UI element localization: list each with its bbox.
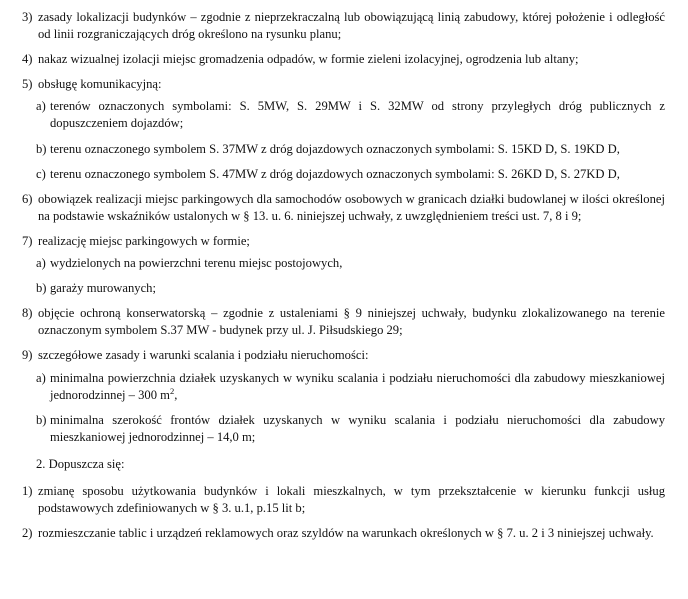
list-marker-3: 3) <box>22 10 33 24</box>
list-marker-9a: a) <box>36 370 46 385</box>
list-item-5 <box>22 76 665 93</box>
list-item-9a <box>36 370 665 404</box>
list-item-7a <box>36 255 665 272</box>
list-marker-7a: a) <box>36 256 46 271</box>
square-meter-superscript: 2 <box>169 385 175 396</box>
list-marker-5: 5) <box>22 77 33 92</box>
list-text-5c: terenu oznaczonego symbolem S. 47MW z dróg dojazdowych oznaczonych symbolami: S. 26KD D, S. 27KD D, <box>50 166 620 181</box>
list-item-4 <box>22 51 665 68</box>
list-text-9a <box>50 370 665 404</box>
list-text-8: objęcie ochroną konserwatorską – zgodnie z ustaleniami § 9 niniejszej uchwały, budynku zlokalizowanego na terenie oznaczonym symbolem S.37 MW - budynek przy ul. J. Piłsudskiego 29; <box>38 306 665 338</box>
list-item-2b <box>22 525 665 542</box>
list-item-8 <box>22 305 665 339</box>
list-marker-5a: a) <box>36 99 46 114</box>
list-marker-7: 7) <box>22 233 33 248</box>
list-text-5a: terenów oznaczonych symbolami: S. 5MW, S. 29MW i S. 32MW od strony przyległych dróg publicznych z dopuszczeniem dojazdów; <box>50 99 665 131</box>
list-marker-8: 8) <box>22 306 33 321</box>
list-text-3: zasady lokalizacji budynków – zgodnie z nieprzekraczalną lub obowiązującą linią zabudowy, której położenie i odległość od linii rozgraniczających dróg określono na rysunku planu; <box>38 10 665 42</box>
list-item-5c <box>36 166 665 183</box>
list-text-2b: rozmieszczanie tablic i urządzeń reklamowych oraz szyldów na warunkach określonych w § 7. u. 2 i 3 niniejszej uchwały. <box>38 526 654 541</box>
list-marker-9b: b) <box>36 412 47 427</box>
list-text-9b: minimalna szerokość frontów działek uzyskanych w wyniku scalania i podziału nieruchomości dla zabudowy mieszkaniowej jednorodzinnej – 14,0 m; <box>50 412 665 444</box>
list-text-4: nakaz wizualnej izolacji miejsc gromadzenia odpadów, w formie zieleni izolacyjnej, ogrodzenia lub altany; <box>38 52 579 67</box>
list-marker-6: 6) <box>22 191 33 206</box>
list-item-6 <box>22 191 665 225</box>
list-marker-7b: b) <box>36 281 47 296</box>
list-item-9 <box>22 347 665 364</box>
list-text-9: szczegółowe zasady i warunki scalania i podziału nieruchomości: <box>38 348 369 363</box>
section-heading-2-text: 2. Dopuszcza się: <box>36 456 125 471</box>
list-item-5b <box>36 141 665 158</box>
list-marker-4: 4) <box>22 52 33 67</box>
list-text-5: obsługę komunikacyjną: <box>38 77 162 92</box>
list-text-1b: zmianę sposobu użytkowania budynków i lokali mieszkalnych, w tym przekształcenie w kierunku funkcji usług podstawowych zdefiniowanych w § 3. u.1, p.15 lit b; <box>38 483 665 516</box>
list-text-5b: terenu oznaczonego symbolem S. 37MW z dróg dojazdowych oznaczonych symbolami: S. 15KD D, S. 19KD D, <box>50 141 620 156</box>
list-item-7b <box>36 280 665 297</box>
list-text-6: obowiązek realizacji miejsc parkingowych dla samochodów osobowych w granicach działki budowlanej w ilości określonej na podstawie wskaźników ustalonych w § 13. u. 6. niniejszej uchwały, z uwzględnieniem treści ust. 7, 8 i 9; <box>38 191 665 223</box>
list-text-7: realizację miejsc parkingowych w formie; <box>38 233 250 248</box>
list-text-7a: wydzielonych na powierzchni terenu miejsc postojowych, <box>50 256 343 271</box>
list-marker-2b: 2) <box>22 526 33 541</box>
list-item-3 <box>22 9 665 43</box>
list-text-7b: garaży murowanych; <box>50 281 156 296</box>
list-item-1b <box>22 483 665 517</box>
list-text-9a-main: minimalna powierzchnia działek uzyskanych w wyniku scalania i podziału nieruchomości dla zabudowy mieszkaniowej jednorodzinnej – 300 m <box>50 370 665 402</box>
section-heading-2 <box>36 456 665 473</box>
list-item-9b <box>36 412 665 446</box>
list-marker-1b: 1) <box>22 483 33 498</box>
list-text-9a-tail: , <box>174 387 178 402</box>
list-marker-5c: c) <box>36 166 46 181</box>
list-item-5a <box>36 98 665 132</box>
list-marker-9: 9) <box>22 348 33 363</box>
list-marker-5b: b) <box>36 141 47 156</box>
list-item-7 <box>22 233 665 250</box>
